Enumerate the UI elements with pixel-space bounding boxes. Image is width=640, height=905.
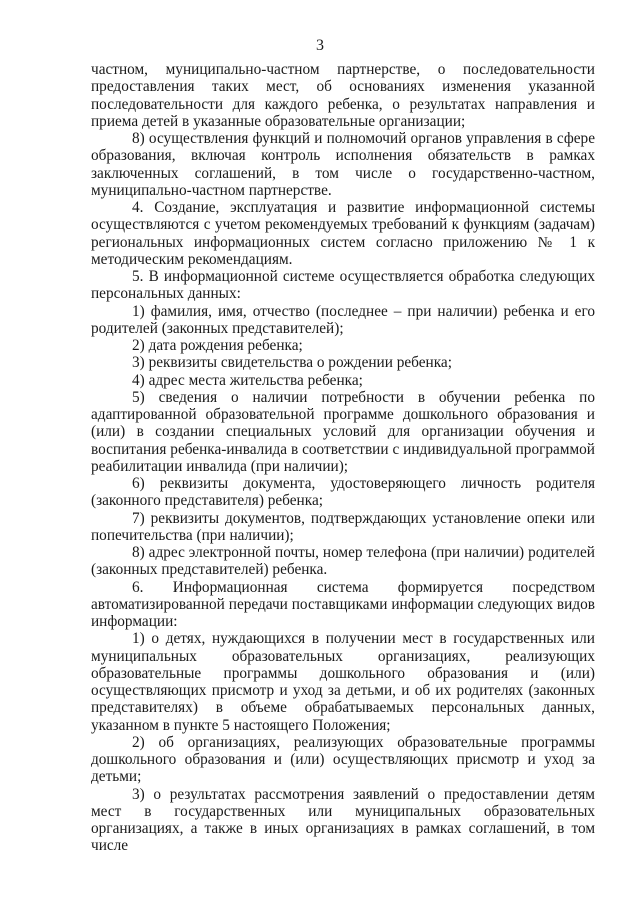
- paragraph-section-6: 6. Информационная система формируется посредством автоматизированной передачи поставщиками информации следующих видов информации:: [91, 578, 595, 630]
- list-item-application-results: 3) о результатах рассмотрения заявлений о предоставлении детям мест в государственных или муниципальных образовательных организациях, а также в иных организациях в рамках соглашений, в том числе: [91, 785, 595, 855]
- list-item-birth-date: 2) дата рождения ребенка;: [132, 337, 303, 354]
- document-body: [91, 61, 595, 855]
- list-item-guardianship: 7) реквизиты документов, подтверждающих установление опеки или попечительства (при наличии);: [91, 509, 595, 544]
- paragraph-section-5: 5. В информационной системе осуществляется обработка следующих персональных данных:: [91, 268, 595, 303]
- list-item-special-needs: 5) сведения о наличии потребности в обучении ребенка по адаптированной образовательной программе дошкольного образования и (или) в создании специальных условий для организации обучения и воспитания ребенка-инвалида в соответствии с индивидуальной программой реабилитации инвалида (при наличии);: [91, 388, 595, 475]
- paragraph-continuation: частном, муниципально-частном партнерстве, о последовательности предоставления таких мест, об основаниях изменения указанной последовательности для каждого ребенка, о результатах направления и приема детей в указанные образовательные организации;: [91, 61, 595, 130]
- page-number: 3: [316, 37, 324, 54]
- list-item-organizations-info: 2) об организациях, реализующих образовательные программы дошкольного образования и (или) осуществляющих присмотр и уход за детьми;: [91, 733, 595, 786]
- list-item-address: 4) адрес места жительства ребенка;: [132, 371, 363, 389]
- list-item-birth-certificate: 3) реквизиты свидетельства о рождении ребенка;: [132, 354, 452, 372]
- list-item-contacts: 8) адрес электронной почты, номер телефона (при наличии) родителей (законных представителей) ребенка.: [91, 544, 595, 579]
- list-item-children-info: 1) о детях, нуждающихся в получении мест в государственных или муниципальных образовательных организациях, реализующих образовательные программы дошкольного образования и (или) осуществляющих присмотр и уход за детьми, и об их родителях (законных представителях) в объеме обрабатываемых персональных данных, указанном в пункте 5 настоящего Положения;: [91, 630, 595, 734]
- paragraph-item-8-functions: 8) осуществления функций и полномочий органов управления в сфере образования, включая контроль исполнения обязательств в рамках заключенных соглашений, в том числе о государственно-частном, муниципально-частном партнерстве.: [91, 130, 595, 199]
- list-item-full-name: 1) фамилия, имя, отчество (последнее – при наличии) ребенка и его родителей (законных представителей);: [91, 302, 595, 337]
- list-item-parent-id: 6) реквизиты документа, удостоверяющего личность родителя (законного представителя) ребенка;: [91, 475, 595, 510]
- paragraph-section-4: 4. Создание, эксплуатация и развитие информационной системы осуществляются с учетом рекомендуемых требований к функциям (задачам) региональных информационных систем согласно приложению № 1 к методическим рекомендациям.: [91, 199, 595, 268]
